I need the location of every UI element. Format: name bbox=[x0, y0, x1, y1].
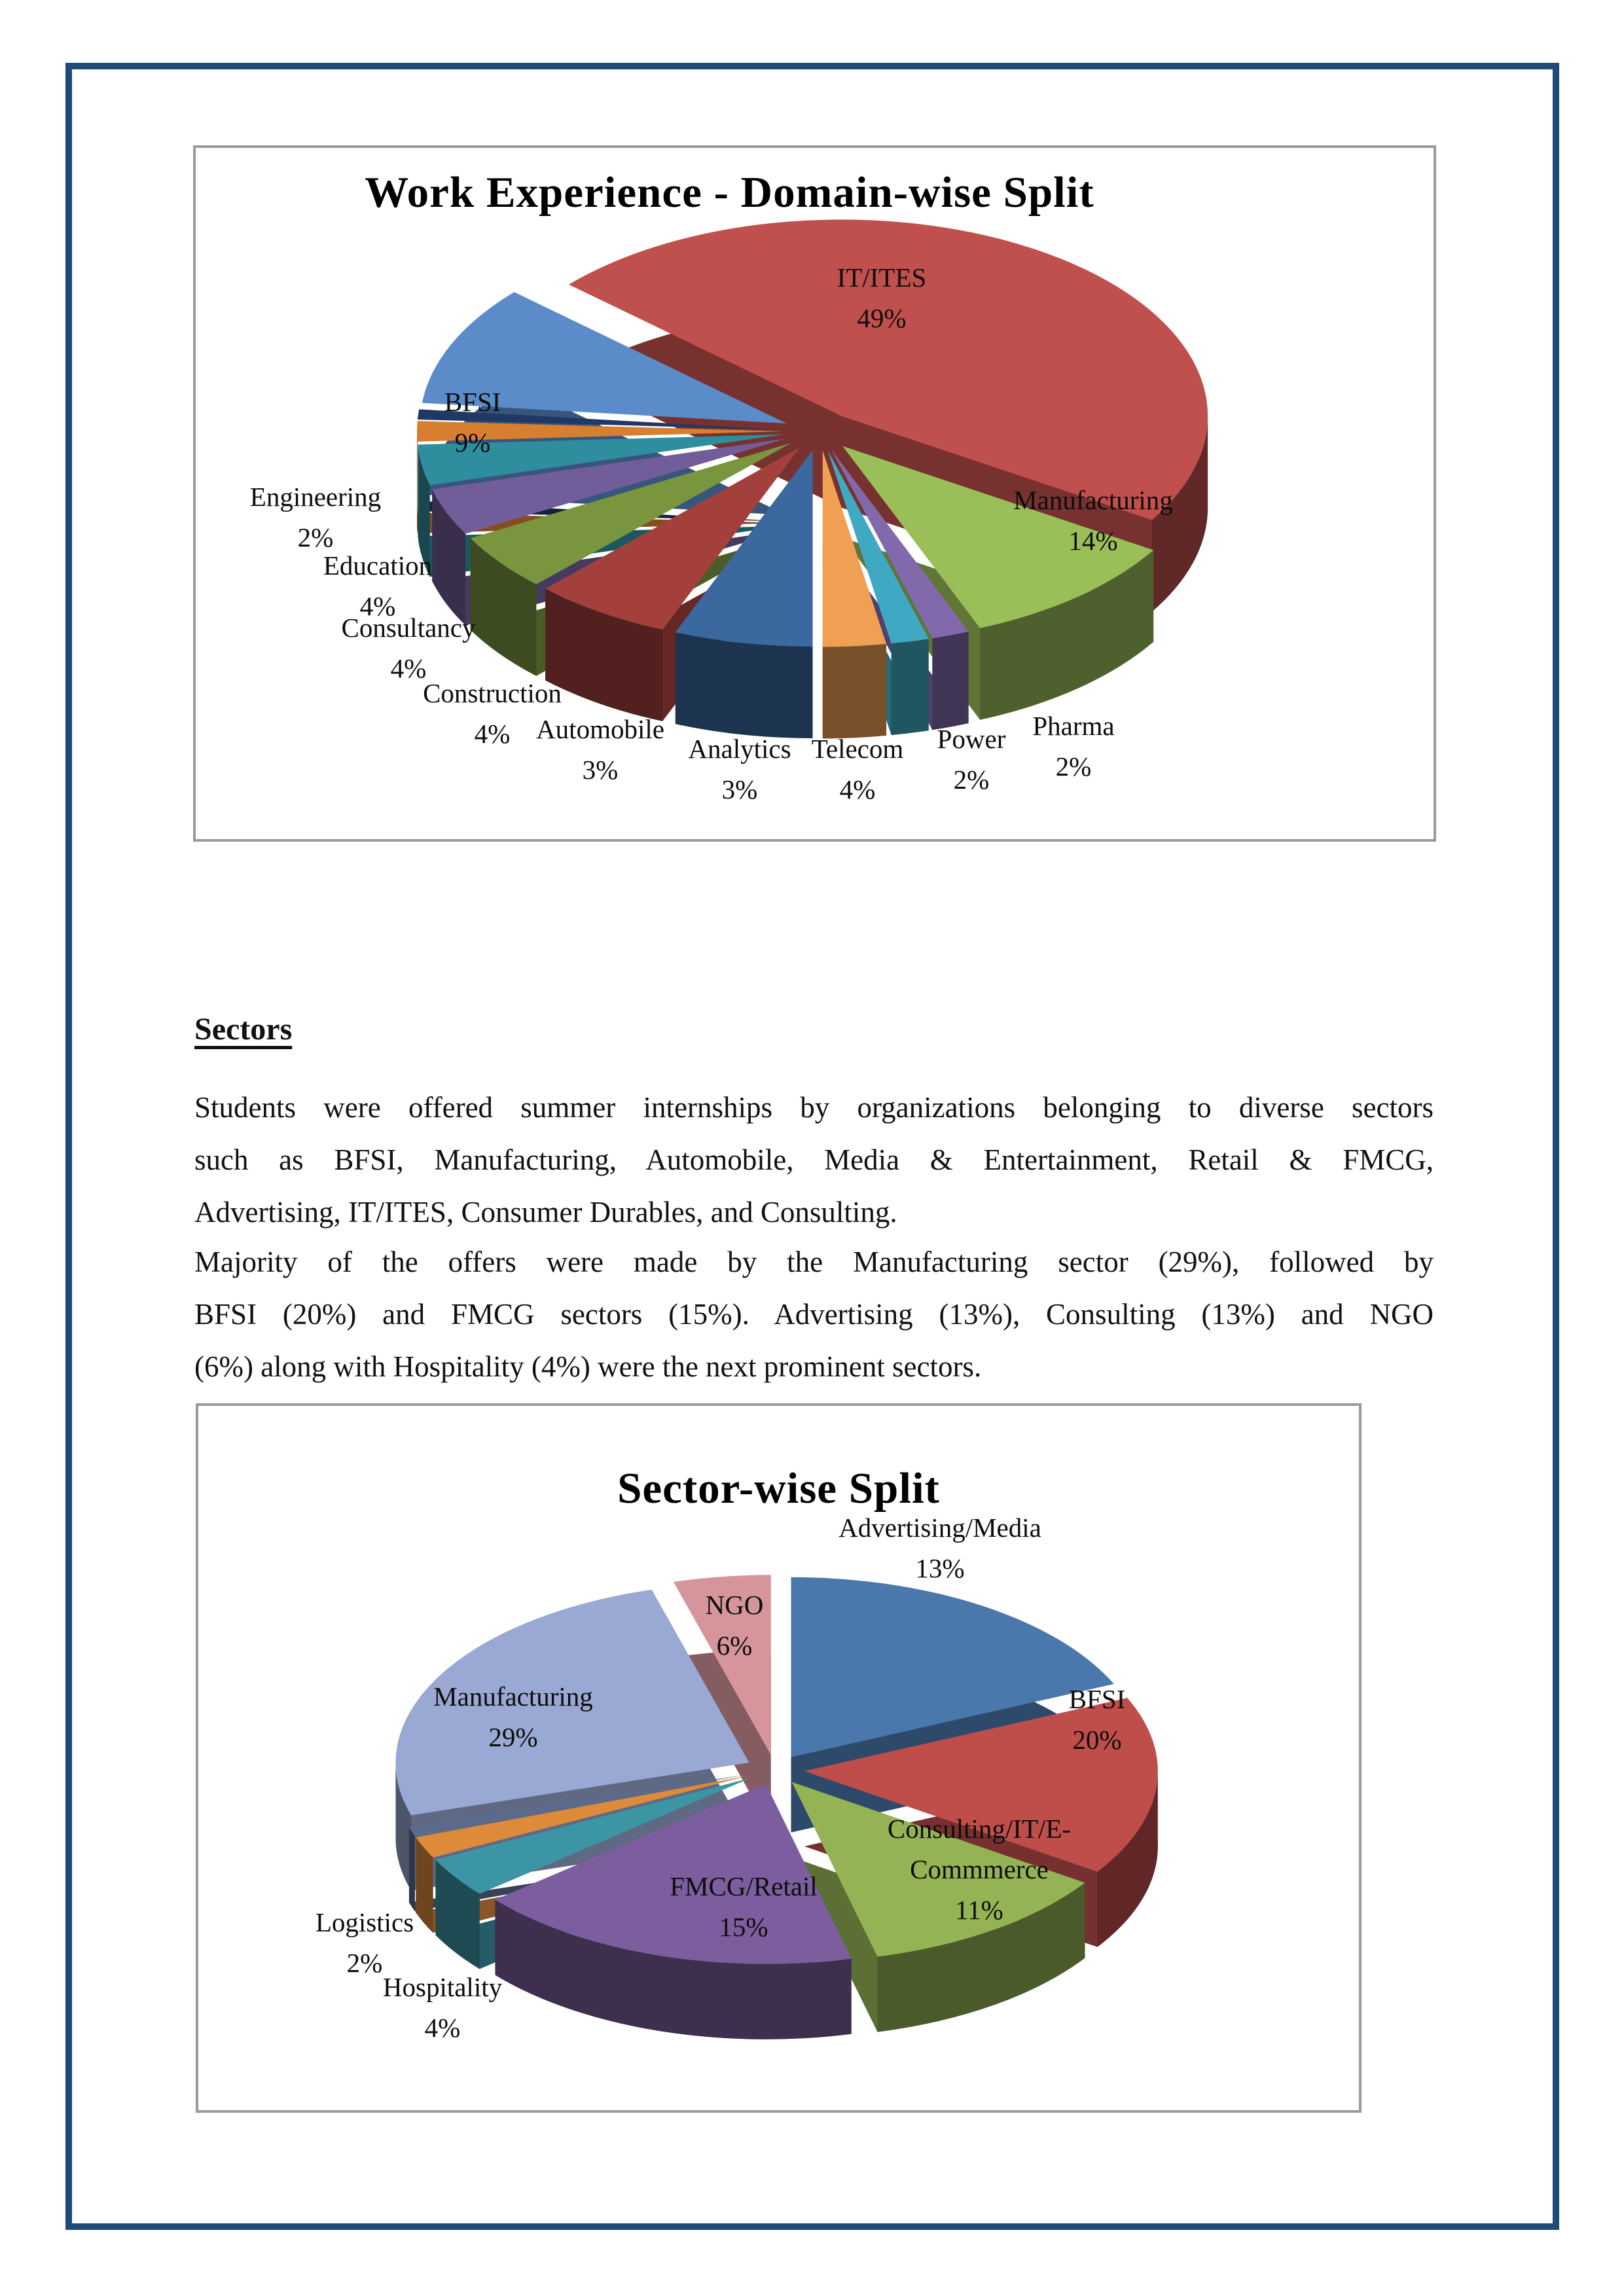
sectors-paragraph-2 bbox=[194, 1236, 1434, 1393]
slice-label-name: NGO bbox=[705, 1590, 764, 1620]
slice-label-name: Education bbox=[323, 550, 433, 581]
slice-label-value: 9% bbox=[454, 427, 491, 457]
chart-sector-wise-split bbox=[196, 1403, 1362, 2113]
slice-label-ngo bbox=[610, 1585, 859, 1666]
slice-label-value: 4% bbox=[474, 719, 511, 749]
slice-label-value: 6% bbox=[716, 1630, 753, 1660]
slice-label-name: Logistics bbox=[315, 1907, 414, 1937]
slice-label-it-ites bbox=[757, 257, 1006, 338]
slice-label-name: Consulting/IT/E- bbox=[887, 1814, 1072, 1844]
paragraph-line: BFSI (20%) and FMCG sectors (15%). Advertising (13%), Consulting (13%) and NGO bbox=[194, 1298, 1434, 1331]
slice-label-value: 15% bbox=[719, 1912, 768, 1942]
slice-label-value: 3% bbox=[721, 774, 758, 804]
slice-label-name: Engineering bbox=[249, 482, 382, 512]
slice-label-value: 4% bbox=[424, 2013, 461, 2043]
slice-label-name: Analytics bbox=[688, 734, 791, 764]
slice-label-value: 4% bbox=[839, 774, 876, 804]
slice-label-manufacturing bbox=[969, 480, 1218, 561]
chart2-title: Sector-wise Split bbox=[617, 1464, 940, 1513]
slice-label-value: 2% bbox=[297, 522, 334, 552]
chart1-title: Work Experience - Domain-wise Split bbox=[365, 168, 1094, 217]
slice-label-logistics bbox=[240, 1902, 489, 1983]
slice-label-value: 29% bbox=[488, 1722, 538, 1752]
slice-label-value: 4% bbox=[359, 591, 396, 621]
slice-label-name: Automobile bbox=[536, 714, 664, 744]
slice-label-value: 49% bbox=[857, 303, 907, 333]
slice-label-name: Commmerce bbox=[910, 1854, 1049, 1884]
paragraph-line: Students were offered summer internships by organizations belonging to diverse sectors bbox=[194, 1091, 1434, 1124]
slice-label-name: Hospitality bbox=[382, 1972, 503, 2002]
slice-label-value: 4% bbox=[390, 653, 427, 683]
slice-label-bfsi bbox=[348, 382, 597, 463]
slice-label-bfsi bbox=[973, 1679, 1221, 1760]
slice-label-value: 20% bbox=[1072, 1725, 1122, 1755]
slice-label-name: Telecom bbox=[811, 734, 904, 764]
slice-label-name: Construction bbox=[423, 678, 562, 708]
slice-label-name: Manufacturing bbox=[433, 1681, 593, 1712]
slice-label-telecom bbox=[733, 728, 982, 810]
slice-label-name: FMCG/Retail bbox=[670, 1871, 818, 1901]
paragraph-line: Advertising, IT/ITES, Consumer Durables, and Consulting. bbox=[194, 1196, 897, 1229]
chart-work-experience-domain-split bbox=[193, 145, 1436, 842]
sectors-section bbox=[194, 1011, 1434, 1047]
pie-slice-rim bbox=[409, 1827, 415, 1912]
slice-label-name: Power bbox=[937, 724, 1006, 754]
slice-label-value: 11% bbox=[955, 1895, 1003, 1925]
slice-label-value: 2% bbox=[346, 1948, 383, 1978]
sectors-paragraph-1 bbox=[194, 1081, 1434, 1238]
slice-label-value: 2% bbox=[953, 764, 990, 795]
slice-label-name: BFSI bbox=[444, 387, 501, 417]
sectors-heading: Sectors bbox=[194, 1012, 293, 1047]
slice-label-value: 14% bbox=[1068, 526, 1118, 556]
slice-label-value: 3% bbox=[582, 755, 619, 785]
slice-label-name: Advertising/Media bbox=[839, 1513, 1041, 1543]
slice-label-value: 13% bbox=[915, 1553, 965, 1583]
slice-label-consulting-it-e-commmerce bbox=[855, 1808, 1104, 1930]
slice-label-advertising-media bbox=[816, 1507, 1064, 1588]
slice-label-fmcg-retail bbox=[619, 1866, 868, 1947]
paragraph-line: Majority of the offers were made by the Manufacturing sector (29%), followed by bbox=[194, 1246, 1434, 1278]
slice-label-engineering bbox=[191, 476, 440, 558]
paragraph-line: such as BFSI, Manufacturing, Automobile, Media & Entertainment, Retail & FMCG, bbox=[194, 1143, 1434, 1176]
slice-label-name: Consultancy bbox=[341, 613, 476, 643]
slice-label-value: 2% bbox=[1055, 751, 1092, 781]
slice-label-name: IT/ITES bbox=[837, 262, 927, 293]
slice-label-manufacturing bbox=[389, 1676, 638, 1757]
slice-label-name: Pharma bbox=[1032, 711, 1115, 741]
slice-label-name: Manufacturing bbox=[1013, 485, 1173, 515]
slice-label-name: BFSI bbox=[1068, 1684, 1126, 1714]
paragraph-line: (6%) along with Hospitality (4%) were the next prominent sectors. bbox=[194, 1350, 982, 1383]
